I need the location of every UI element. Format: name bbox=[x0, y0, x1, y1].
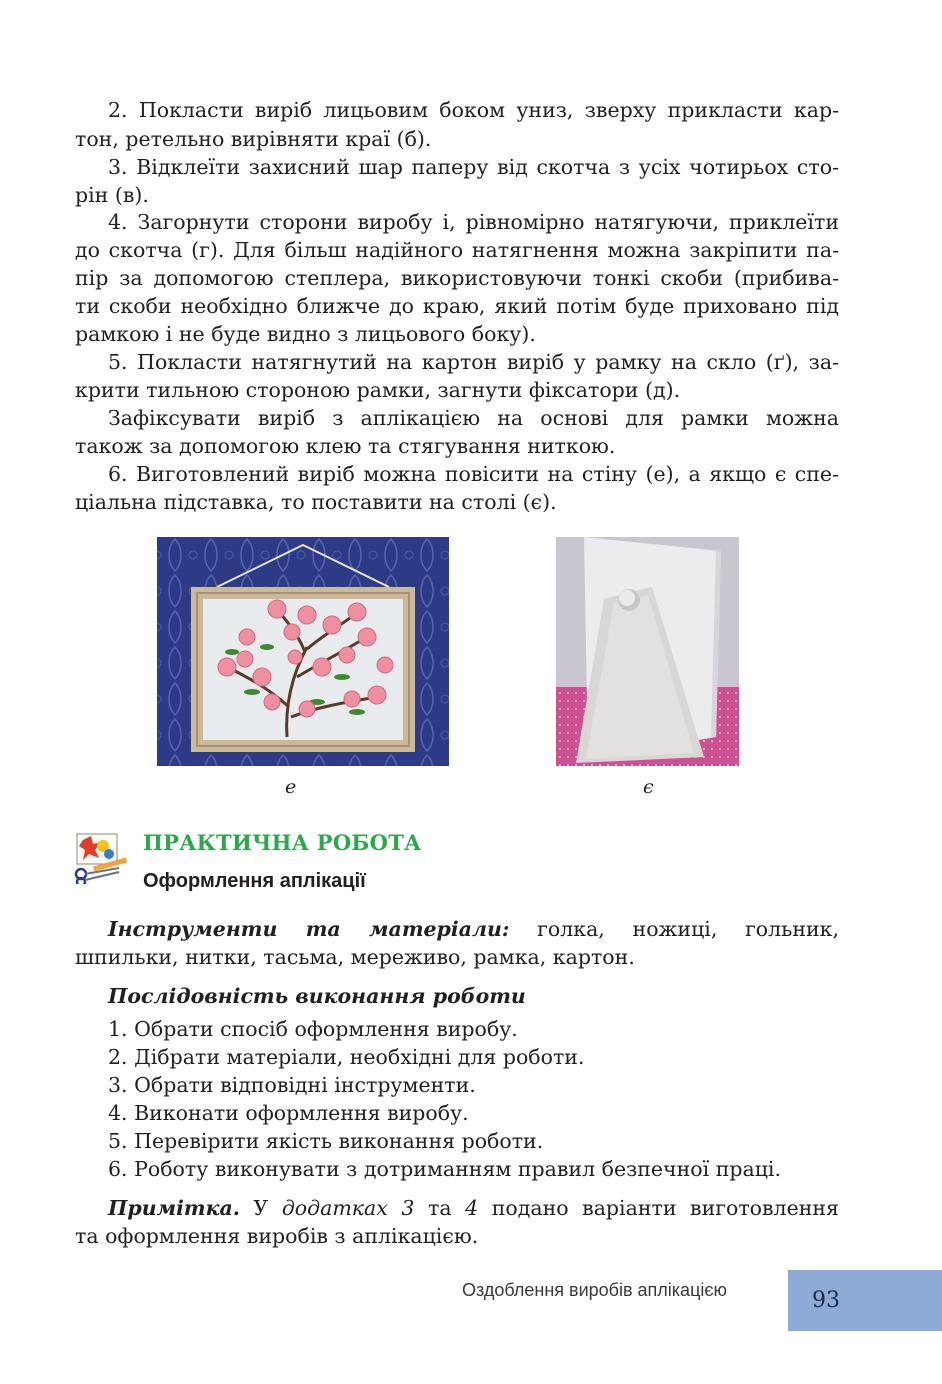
tools-line-2: шпильки, нитки, тасьма, мереживо, рамка, картон. bbox=[75, 945, 635, 969]
step-4-line-2: до скотча (г). Для більш надійного натягнення можна закріпити па- bbox=[75, 238, 839, 262]
step-3-line-1: 3. Відклеїти захисний шар паперу від скотча з усіх чотирьох сто- bbox=[108, 155, 839, 179]
step-4-line-3: пір за допомогою степлера, використовуючи тонкі скоби (прибива- bbox=[75, 266, 839, 290]
note-appendix-ref: додатках 3 bbox=[281, 1196, 415, 1220]
right-figure-caption: є bbox=[643, 776, 654, 798]
practical-work-icon bbox=[73, 832, 131, 884]
left-figure-caption: е bbox=[285, 776, 297, 798]
list-item: 3. Обрати відповідні інструменти. bbox=[108, 1073, 476, 1097]
tools-line-1 bbox=[75, 915, 839, 944]
list-item: 4. Виконати оформлення виробу. bbox=[108, 1101, 469, 1125]
fixing-line-2: також за допомогою клею та стягування ниткою. bbox=[75, 434, 616, 458]
step-4-line-5: рамкою і не буде видно з лицьового боку). bbox=[75, 322, 536, 346]
step-4-line-4: ти скоби необхідно ближче до краю, який потім буде приховано під bbox=[75, 294, 839, 318]
list-item: 2. Дібрати матеріали, необхідні для роботи. bbox=[108, 1045, 585, 1069]
fixing-line-1: Зафіксувати виріб з аплікацією на основі для рамки можна bbox=[108, 406, 839, 430]
tools-label: Інструменти та матеріали: bbox=[108, 917, 510, 941]
step-5-line-1: 5. Покласти натягнутий на картон виріб у рамку на скло (ґ), за- bbox=[108, 350, 839, 374]
step-5-line-2: крити тильною стороною рамки, загнути фіксатори (д). bbox=[75, 378, 681, 402]
note-line-1: Примітка. У додатках 3 та 4 подано варіанти виготовлення bbox=[108, 1196, 839, 1220]
practical-work-title: ПРАКТИЧНА РОБОТА bbox=[143, 830, 422, 855]
card-stand-photo bbox=[556, 537, 739, 766]
tools-text: голка, ножиці, гольник, bbox=[509, 917, 839, 941]
page-number: 93 bbox=[812, 1288, 840, 1313]
step-6-line-1: 6. Виготовлений виріб можна повісити на стіну (е), а якщо є спе- bbox=[108, 462, 839, 486]
step-4-line-1: 4. Загорнути сторони виробу і, рівномірно натягуючи, приклеїти bbox=[108, 210, 839, 234]
footer-section-title: Оздоблення виробів аплікацією bbox=[462, 1280, 728, 1300]
page-number-box bbox=[788, 1270, 942, 1331]
practical-work-subtitle: Оформлення аплікації bbox=[143, 870, 366, 892]
step-2-line-1: 2. Покласти виріб лицьовим боком униз, зверху прикласти кар- bbox=[108, 98, 839, 122]
note-line-2: та оформлення виробів з аплікацією. bbox=[75, 1224, 479, 1248]
step-6-line-2: ціальна підставка, то поставити на столі (є). bbox=[75, 490, 557, 514]
list-item: 6. Роботу виконувати з дотриманням правил безпечної праці. bbox=[108, 1157, 781, 1181]
framed-applique-photo bbox=[157, 537, 449, 766]
step-2-line-2: тон, ретельно вирівняти краї (б). bbox=[75, 127, 432, 151]
sequence-title: Послідовність виконання роботи bbox=[108, 984, 526, 1008]
note-label: Примітка. bbox=[108, 1196, 240, 1220]
list-item: 5. Перевірити якість виконання роботи. bbox=[108, 1129, 544, 1153]
list-item: 1. Обрати спосіб оформлення виробу. bbox=[108, 1017, 518, 1041]
step-3-line-2: рін (в). bbox=[75, 183, 149, 207]
